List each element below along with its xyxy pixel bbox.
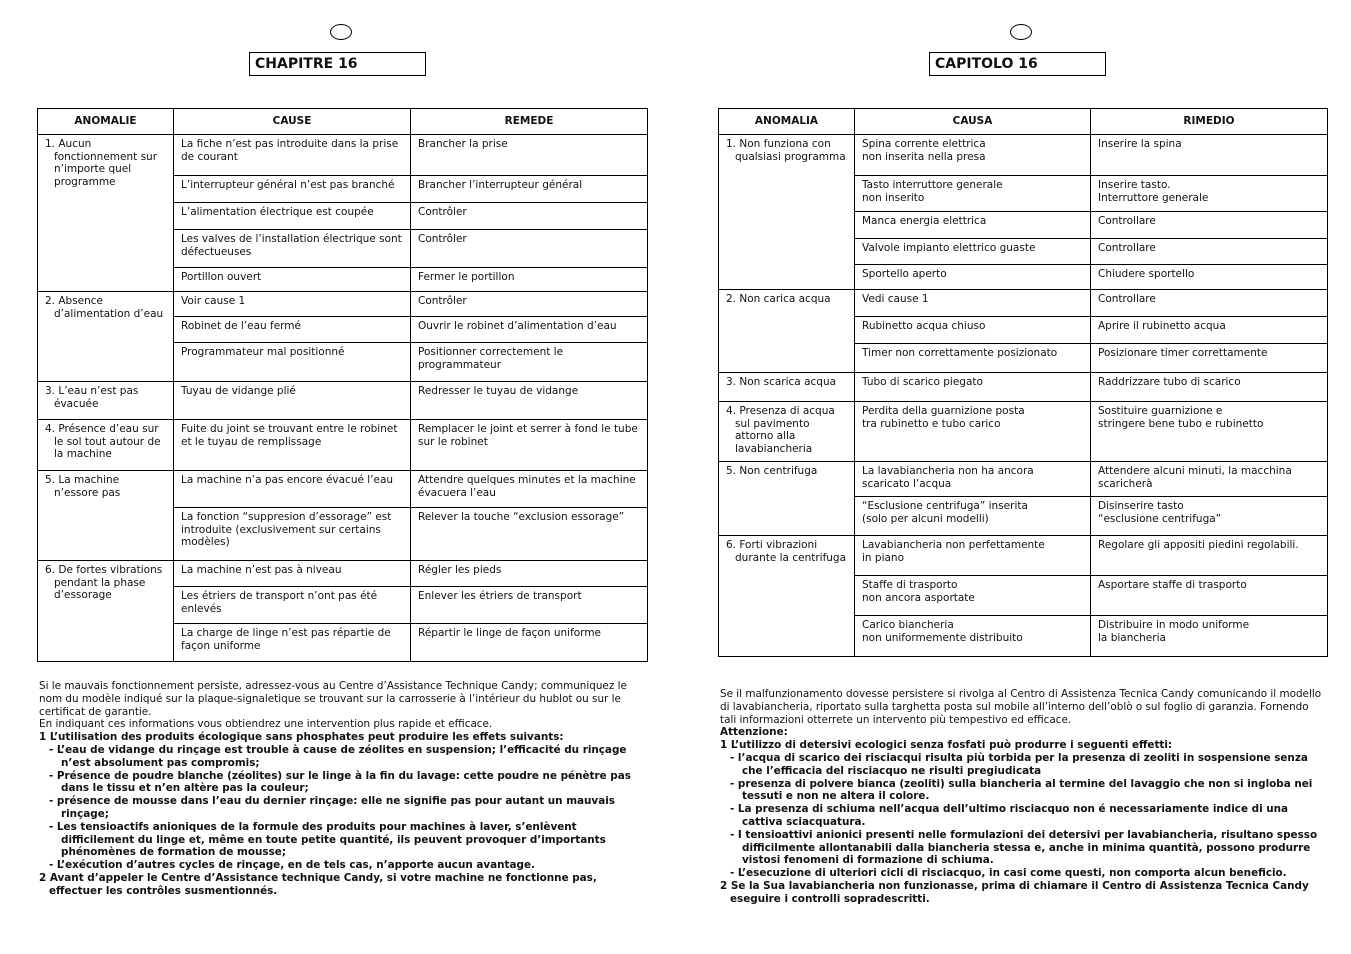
remedy-cell: Fermer le portillon <box>411 268 648 292</box>
note-dash-item: - présence de mousse dans l’eau du dernier rinçage: elle ne signifie pas pour autant un mauvais rinçage; <box>49 795 615 820</box>
note-point: 1 L’utilisation des produits écologique sans phosphates peut produire les effets suivants: <box>39 731 564 744</box>
remedy-cell: Redresser le tuyau de vidange <box>411 382 648 420</box>
anomaly-cell <box>719 373 855 402</box>
anomaly-cell <box>38 135 174 292</box>
header-anomaly: ANOMALIE <box>38 109 174 135</box>
anomaly-text: 3. Non scarica acqua <box>726 376 837 388</box>
cause-cell: Staffe di trasporto non ancora asportate <box>855 576 1091 616</box>
anomaly-cell <box>38 382 174 420</box>
remedy-cell: Chiudere sportello <box>1091 265 1328 290</box>
remedy-cell: Brancher l’interrupteur général <box>411 176 648 203</box>
anomaly-text: 5. Non centrifuga <box>726 465 818 477</box>
anomaly-text: 6. Forti vibrazioni durante la centrifuga <box>726 539 847 564</box>
notes-section <box>720 688 1326 906</box>
cause-cell: Les étriers de transport n’ont pas été enlevés <box>174 587 411 624</box>
anomaly-text: 3. L’eau n’est pas évacuée <box>45 385 139 410</box>
cause-cell: Sportello aperto <box>855 265 1091 290</box>
anomaly-cell <box>38 292 174 382</box>
note-dash-item: - presenza di polvere bianca (zeoliti) sulla biancheria al termine del lavaggio che non si ingloba nei tessuti e non ne altera il colore. <box>730 777 1313 803</box>
remedy-cell: Attendere alcuni minuti, la macchina scaricherà <box>1091 462 1328 497</box>
cause-cell: La lavabiancheria non ha ancora scaricato l’acqua <box>855 462 1091 497</box>
note-paragraph: Se il malfunzionamento dovesse persistere si rivolga al Centro di Assistenza Tecnica Candy comunicando il modello di lavabiancheria, riportato sulla targhetta posta sul mobile all’interno dell’oblò o sul foglio di garanzia. Fornendo tali informazioni otterrete un intervento più tempestivo ed efficace. <box>720 688 1322 726</box>
table-row <box>719 135 1328 176</box>
remedy-cell: Remplacer le joint et serrer à fond le tube sur le robinet <box>411 420 648 471</box>
header-cause: CAUSA <box>855 109 1091 135</box>
remedy-cell: Contrôler <box>411 292 648 317</box>
remedy-cell: Controllare <box>1091 290 1328 317</box>
note-dash-item: - L’esecuzione di ulteriori cicli di risciacquo, in casi come questi, non comporta alcun beneficio. <box>730 867 1287 880</box>
remedy-cell: Posizionare timer correttamente <box>1091 344 1328 373</box>
chapter-title: CHAPITRE 16 <box>249 52 426 76</box>
cause-cell: Les valves de l’installation électrique sont défectueuses <box>174 230 411 268</box>
remedy-cell: Régler les pieds <box>411 561 648 587</box>
cause-cell: La machine n’a pas encore évacué l’eau <box>174 471 411 508</box>
troubleshooting-table <box>718 108 1328 657</box>
language-oval <box>1010 24 1032 40</box>
table-row <box>38 292 648 317</box>
remedy-cell: Aprire il rubinetto acqua <box>1091 317 1328 344</box>
note-paragraph: Si le mauvais fonctionnement persiste, adressez-vous au Centre d’Assistance Technique Candy; communiquez le nom du modèle indiqué sur la plaque-signaletique se trouvant sur la carrosserie à l’intérieur du hublot ou sur le certificat de garantie. <box>39 680 627 718</box>
anomaly-text: 6. De fortes vibrations pendant la phase d’essorage <box>45 564 163 601</box>
cause-cell: Carico biancheria non uniformemente distribuito <box>855 616 1091 657</box>
note-dash-item: - Présence de poudre blanche (zéolites) sur le linge à la fin du lavage: cette poudre ne pénètre pas dans le tissu et n’en altère pas la couleur; <box>49 769 631 795</box>
cause-cell: Spina corrente elettrica non inserita nella presa <box>855 135 1091 176</box>
cause-cell: Lavabiancheria non perfettamente in piano <box>855 536 1091 576</box>
cause-cell: Manca energia elettrica <box>855 212 1091 239</box>
remedy-cell: Brancher la prise <box>411 135 648 176</box>
note-point: 2 Avant d’appeler le Centre d’Assistance technique Candy, si votre machine ne fonctionne pas, effectuer les contrôles susmentionnés. <box>39 871 597 897</box>
anomaly-cell <box>719 536 855 657</box>
anomaly-text: 2. Absence d’alimentation d’eau <box>45 295 164 320</box>
anomaly-text: 1. Non funziona con qualsiasi programma <box>726 138 846 163</box>
remedy-cell: Regolare gli appositi piedini regolabili. <box>1091 536 1328 576</box>
remedy-cell: Contrôler <box>411 203 648 230</box>
anomaly-cell <box>719 135 855 290</box>
cause-cell: Portillon ouvert <box>174 268 411 292</box>
cause-cell: L’alimentation électrique est coupée <box>174 203 411 230</box>
header-remedy: REMEDE <box>411 109 648 135</box>
cause-cell: Rubinetto acqua chiuso <box>855 317 1091 344</box>
remedy-cell: Distribuire in modo uniforme la biancheria <box>1091 616 1328 657</box>
cause-cell: Vedi cause 1 <box>855 290 1091 317</box>
anomaly-cell <box>38 471 174 561</box>
header-remedy: RIMEDIO <box>1091 109 1328 135</box>
anomaly-cell <box>719 402 855 462</box>
remedy-cell: Positionner correctement le programmateur <box>411 343 648 382</box>
remedy-cell: Controllare <box>1091 212 1328 239</box>
cause-cell: Valvole impianto elettrico guaste <box>855 239 1091 265</box>
note-dash-item: - l’acqua di scarico dei risciacqui risulta più torbida per la presenza di zeoliti in sospensione senza che l’efficacia del risciacquo ne risulti pregiudicata <box>730 751 1308 777</box>
cause-cell: Tubo di scarico piegato <box>855 373 1091 402</box>
note-point: 2 Se la Sua lavabiancheria non funzionasse, prima di chiamare il Centro di Assistenza Tecnica Candy eseguire i controlli sopradescritti. <box>720 879 1309 905</box>
cause-cell: Programmateur mal positionné <box>174 343 411 382</box>
table-row <box>38 382 648 420</box>
remedy-cell: Relever la touche “exclusion essorage” <box>411 508 648 561</box>
cause-cell: La fonction “suppresion d’essorage” est introduite (exclusivement sur certains modèles) <box>174 508 411 561</box>
remedy-cell: Inserire la spina <box>1091 135 1328 176</box>
anomaly-text: 4. Presenza di acqua sul pavimento attorno alla lavabiancheria <box>726 405 835 455</box>
language-oval <box>330 24 352 40</box>
anomaly-cell <box>719 290 855 373</box>
anomaly-text: 2. Non carica acqua <box>726 293 831 305</box>
table-row <box>38 420 648 471</box>
cause-cell: La fiche n’est pas introduite dans la prise de courant <box>174 135 411 176</box>
remedy-cell: Controllare <box>1091 239 1328 265</box>
header-anomaly: ANOMALIA <box>719 109 855 135</box>
header-cause: CAUSE <box>174 109 411 135</box>
table-row <box>719 402 1328 462</box>
note-point: 1 L’utilizzo di detersivi ecologici senza fosfati può produrre i seguenti effetti: <box>720 739 1173 752</box>
note-dash-item: - La presenza di schiuma nell’acqua dell’ultimo risciacquo non é necessariamente indice di una cattiva sciacquatura. <box>730 803 1289 828</box>
cause-cell: “Esclusione centrifuga” inserita (solo per alcuni modelli) <box>855 497 1091 536</box>
anomaly-cell <box>38 420 174 471</box>
troubleshooting-table <box>37 108 648 662</box>
cause-cell: Robinet de l’eau fermé <box>174 317 411 343</box>
cause-cell: Timer non correttamente posizionato <box>855 344 1091 373</box>
cause-cell: La charge de linge n’est pas répartie de façon uniforme <box>174 624 411 662</box>
note-heading: Attenzione: <box>720 726 788 739</box>
table-row <box>719 462 1328 497</box>
remedy-cell: Inserire tasto. Interruttore generale <box>1091 176 1328 212</box>
remedy-cell: Attendre quelques minutes et la machine évacuera l’eau <box>411 471 648 508</box>
anomaly-text: 5. La machine n’essore pas <box>45 474 121 499</box>
remedy-cell: Asportare staffe di trasporto <box>1091 576 1328 616</box>
note-dash-item: - Les tensioactifs anioniques de la formule des produits pour machines à laver, s’enlèvent difficilement du linge et, même en toute petite quantité, ils peuvent provoquer d’importants phénomènes de formation de mousse; <box>49 820 606 859</box>
cause-cell: Fuite du joint se trouvant entre le robinet et le tuyau de remplissage <box>174 420 411 471</box>
table-row <box>719 290 1328 317</box>
remedy-cell: Contrôler <box>411 230 648 268</box>
remedy-cell: Disinserire tasto “esclusione centrifuga” <box>1091 497 1328 536</box>
remedy-cell: Ouvrir le robinet d’alimentation d’eau <box>411 317 648 343</box>
remedy-cell: Raddrizzare tubo di scarico <box>1091 373 1328 402</box>
anomaly-text: 1. Aucun fonctionnement sur n’importe quel programme <box>45 138 158 188</box>
table-row <box>719 536 1328 576</box>
cause-cell: Tuyau de vidange plié <box>174 382 411 420</box>
note-dash-item: - I tensioattivi anionici presenti nelle formulazioni dei detersivi per lavabiancheria, risultano spesso difficilmente allontanabili dalla biancheria stessa e, anche in minima quantità, possono produrre vistosi fenomeni di formazione di schiuma. <box>730 828 1318 867</box>
anomaly-text: 4. Présence d’eau sur le sol tout autour de la machine <box>45 423 161 460</box>
cause-cell: La machine n’est pas à niveau <box>174 561 411 587</box>
anomaly-cell <box>719 462 855 536</box>
remedy-cell: Répartir le linge de façon uniforme <box>411 624 648 662</box>
table-row <box>38 135 648 176</box>
cause-cell: Perdita della guarnizione posta tra rubinetto e tubo carico <box>855 402 1091 462</box>
remedy-cell: Sostituire guarnizione e stringere bene tubo e rubinetto <box>1091 402 1328 462</box>
cause-cell: L’interrupteur général n’est pas branché <box>174 176 411 203</box>
note-dash-item: - L’eau de vidange du rinçage est trouble à cause de zéolites en suspension; l’efficacité du rinçage n’est absolument pas compromis; <box>49 743 627 769</box>
note-paragraph: En indiquant ces informations vous obtiendrez une intervention plus rapide et efficace. <box>39 718 493 731</box>
table-row <box>38 471 648 508</box>
remedy-cell: Enlever les étriers de transport <box>411 587 648 624</box>
anomaly-cell <box>38 561 174 662</box>
note-dash-item: - L’exécution d’autres cycles de rinçage, en de tels cas, n’apporte aucun avantage. <box>49 859 535 872</box>
cause-cell: Voir cause 1 <box>174 292 411 317</box>
table-row <box>38 561 648 587</box>
cause-cell: Tasto interruttore generale non inserito <box>855 176 1091 212</box>
notes-section <box>39 680 639 898</box>
table-row <box>719 373 1328 402</box>
chapter-title: CAPITOLO 16 <box>929 52 1106 76</box>
